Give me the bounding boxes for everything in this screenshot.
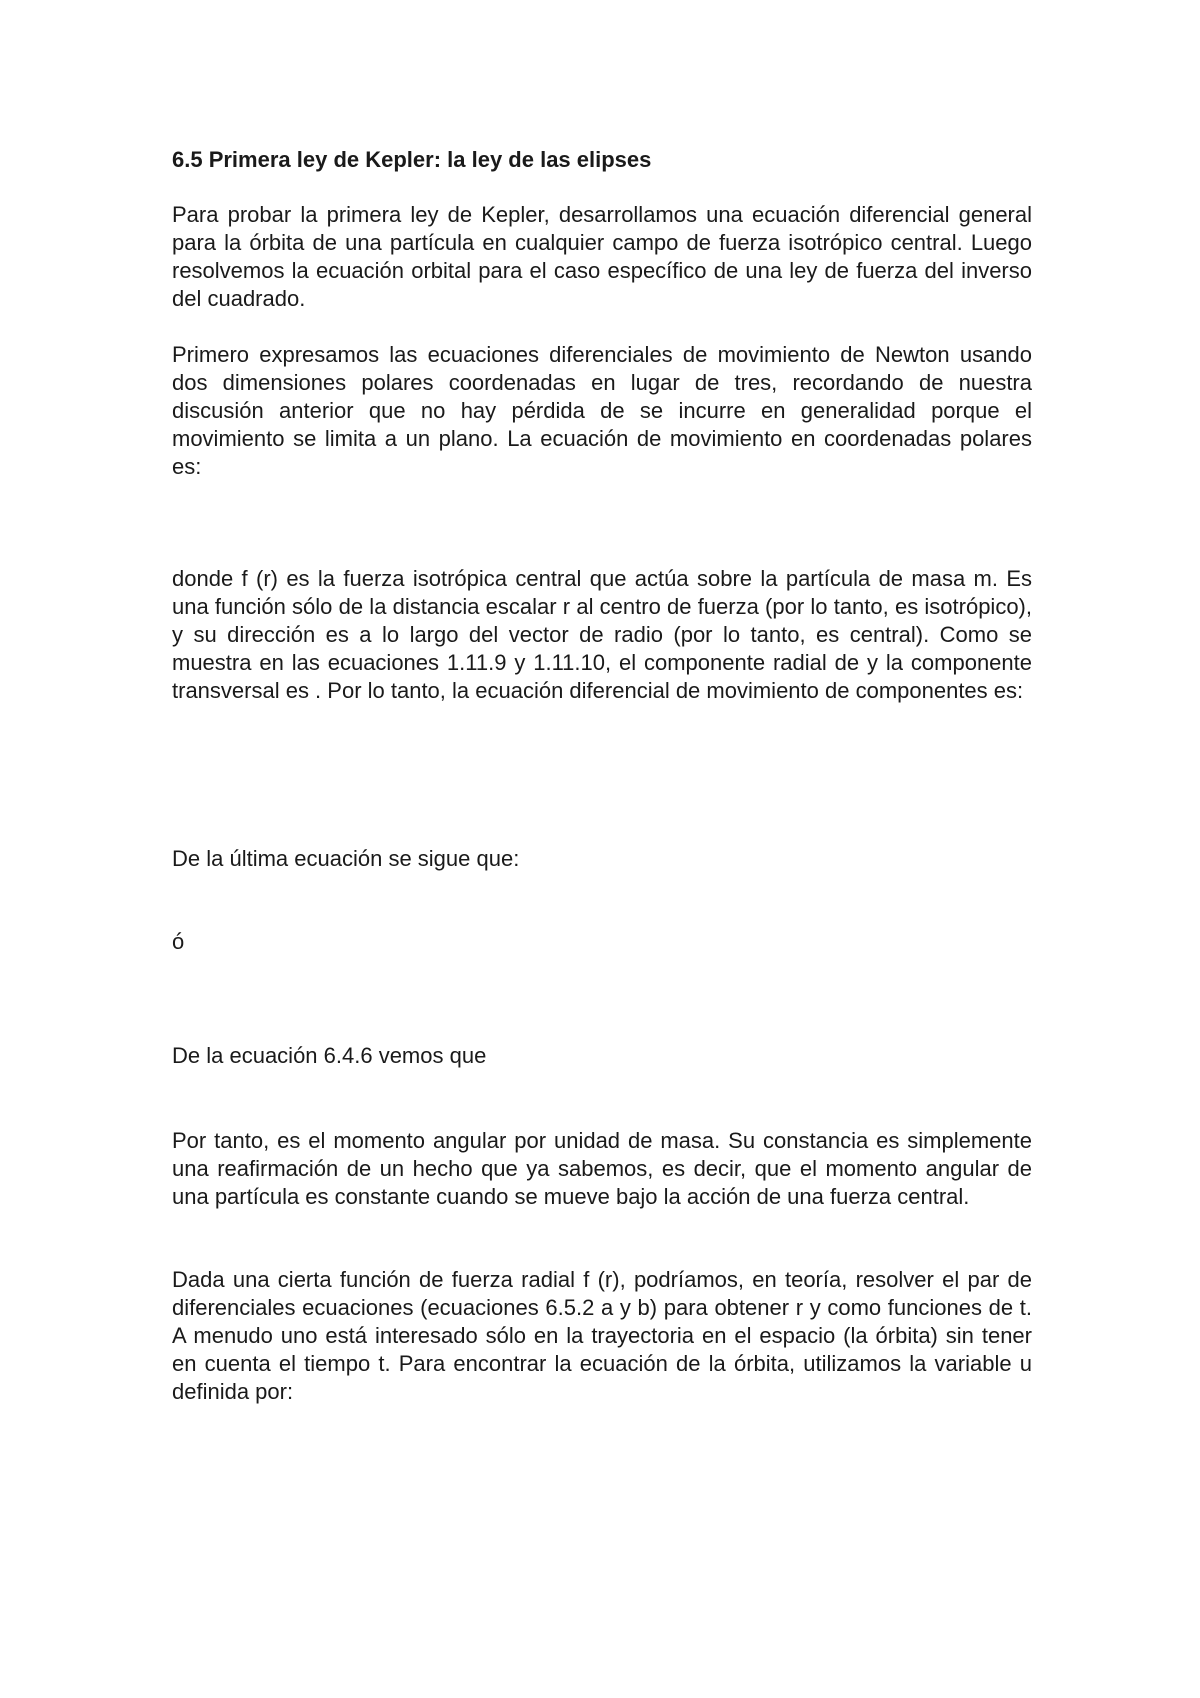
- section-heading: 6.5 Primera ley de Kepler: la ley de las elipses: [172, 147, 652, 172]
- paragraph-angular-momentum: Por tanto, es el momento angular por unidad de masa. Su constancia es simplemente una reafirmación de un hecho que ya sabemos, es decir, que el momento angular de una partícula es constante cuando se mueve bajo la acción de una fuerza central.: [172, 1128, 1032, 1209]
- paragraph-equation-reference: De la ecuación 6.4.6 vemos que: [172, 1043, 487, 1068]
- paragraph-intro: Para probar la primera ley de Kepler, desarrollamos una ecuación diferencial general para la órbita de una partícula en cualquier campo de fuerza isotrópico central. Luego resolvemos la ecuación orbital para el caso específico de una ley de fuerza del inverso del cuadrado.: [172, 202, 1032, 311]
- paragraph-central-force: donde f (r) es la fuerza isotrópica central que actúa sobre la partícula de masa m. Es una función sólo de la distancia escalar r al centro de fuerza (por lo tanto, es isotrópico), y su dirección es a lo largo del vector de radio (por lo tanto, es central). Como se muestra en las ecuaciones 1.11.9 y 1.11.10, el componente radial de y la componente transversal es . Por lo tanto, la ecuación diferencial de movimiento de componentes es:: [172, 566, 1032, 703]
- paragraph-last-equation: De la última ecuación se sigue que:: [172, 846, 520, 871]
- paragraph-orbit-equation: Dada una cierta función de fuerza radial f (r), podríamos, en teoría, resolver el par de diferenciales ecuaciones (ecuaciones 6.5.2 a y b) para obtener r y como funciones de t. A menudo uno está interesado sólo en la trayectoria en el espacio (la órbita) sin tener en cuenta el tiempo t. Para encontrar la ecuación de la órbita, utilizamos la variable u definida por:: [172, 1267, 1032, 1404]
- paragraph-or: ó: [172, 929, 185, 954]
- paragraph-polar-coordinates: Primero expresamos las ecuaciones diferenciales de movimiento de Newton usando dos dimensiones polares coordenadas en lugar de tres, recordando de nuestra discusión anterior que no hay pérdida de se incurre en generalidad porque el movimiento se limita a un plano. La ecuación de movimiento en coordenadas polares es:: [172, 342, 1032, 479]
